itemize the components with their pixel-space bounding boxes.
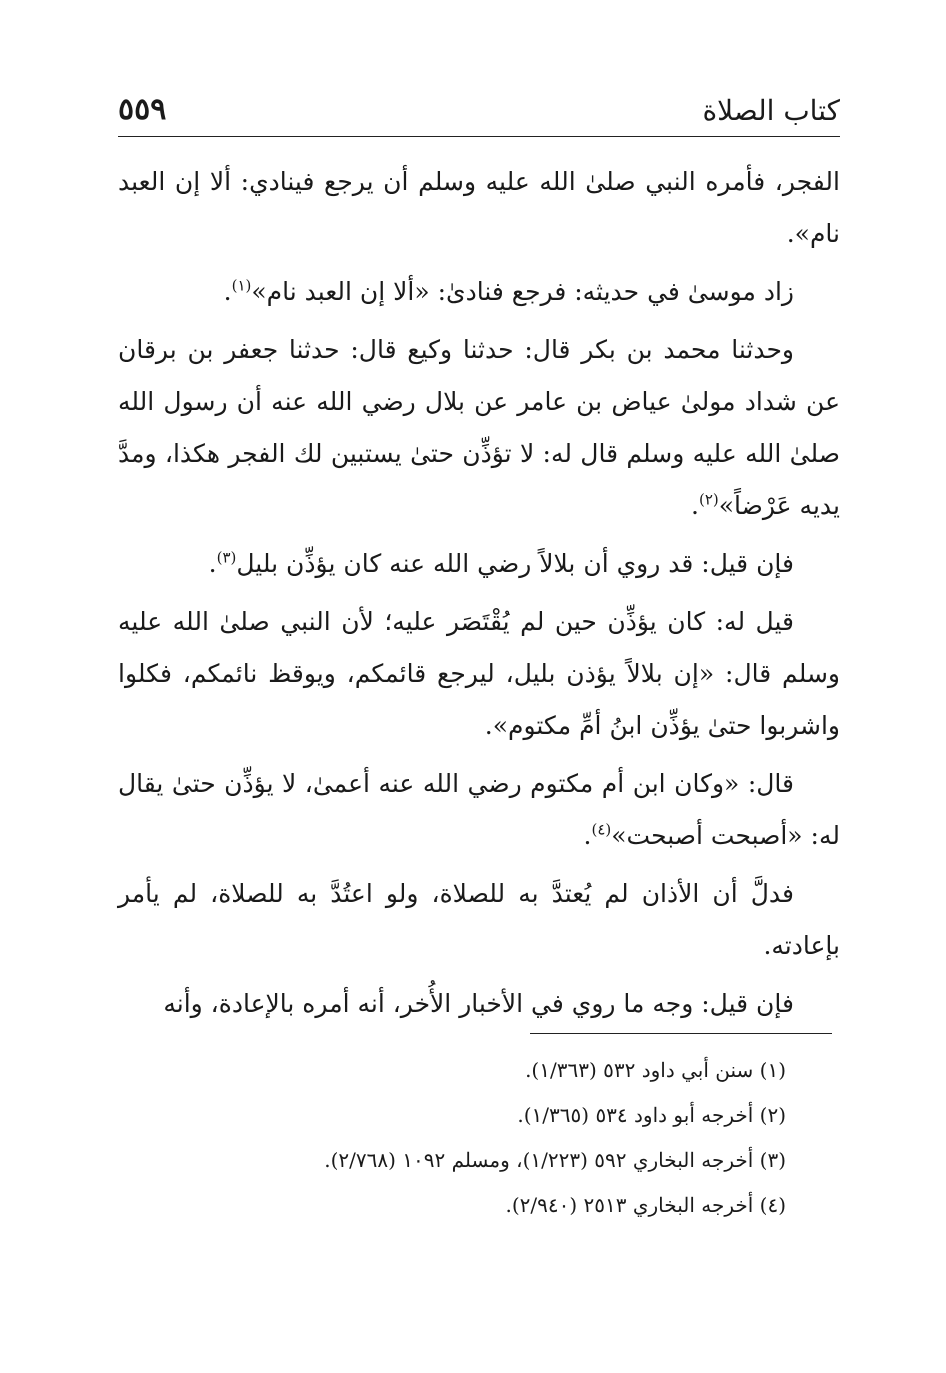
body-text — [118, 156, 840, 1036]
paragraph-text: زاد موسىٰ في حديثه: فرجع فنادىٰ: «ألا إن العبد نام» — [251, 277, 794, 306]
footnote-ref: (٣) — [216, 548, 237, 567]
paragraph-text: قال: «وكان ابن أم مكتوم رضي الله عنه أعمىٰ، لا يؤذِّن حتىٰ يقال له: «أصبحت أصبحت» — [118, 769, 840, 850]
paragraph-tail: . — [583, 821, 592, 850]
footnote-ref: (٤) — [591, 820, 612, 839]
paragraph-text: الفجر، فأمره النبي صلىٰ الله عليه وسلم أن يرجع فينادي: ألا إن العبد نام». — [118, 167, 840, 248]
footnote-3: (٣) أخرجه البخاري ٥٩٢ (١/٢٢٣)، ومسلم ١٠٩٢ (٢/٧٦٨). — [324, 1148, 786, 1172]
footnote-ref: (١) — [231, 276, 252, 295]
paragraph-1 — [118, 156, 840, 260]
paragraph-7 — [118, 868, 840, 972]
paragraph-6 — [118, 758, 840, 862]
paragraph-4 — [118, 538, 840, 590]
footnote-2: (٢) أخرجه أبو داود ٥٣٤ (١/٣٦٥). — [517, 1103, 786, 1127]
paragraph-tail: . — [208, 549, 217, 578]
footnote-ref: (٢) — [698, 490, 719, 509]
paragraph-3 — [118, 324, 840, 532]
paragraph-tail: . — [223, 277, 232, 306]
footnote-1: (١) سنن أبي داود ٥٣٢ (١/٣٦٣). — [525, 1058, 786, 1082]
footnote-4: (٤) أخرجه البخاري ٢٥١٣ (٢/٩٤٠). — [505, 1193, 786, 1217]
footnote-divider — [530, 1033, 832, 1034]
paragraph-tail: . — [691, 491, 699, 520]
paragraph-text: فإن قيل: وجه ما روي في الأخبار الأُخر، أنه أمره بالإعادة، وأنه — [163, 989, 794, 1018]
page-number: ٥٥٩ — [118, 92, 167, 127]
footnotes — [118, 1048, 786, 1228]
paragraph-text: فدلَّ أن الأذان لم يُعتدَّ به للصلاة، ولو اعتُدَّ به للصلاة، لم يأمر بإعادته. — [118, 879, 840, 960]
paragraph-5 — [118, 596, 840, 752]
running-title: كتاب الصلاة — [702, 94, 840, 127]
paragraph-text: قيل له: كان يؤذِّن حين لم يُقْتَصَر عليه؛ لأن النبي صلىٰ الله عليه وسلم قال: «إن بلالاً يؤذن بليل، ليرجع قائمكم، ويوقظ نائمكم، فكلوا واشربوا حتىٰ يؤذِّن ابنُ أمِّ مكتوم». — [118, 607, 840, 740]
paragraph-8 — [118, 978, 840, 1030]
paragraph-2 — [118, 266, 840, 318]
paragraph-text: وحدثنا محمد بن بكر قال: حدثنا وكيع قال: حدثنا جعفر بن برقان عن شداد مولىٰ عياض بن عامر عن بلال رضي الله عنه أن رسول الله صلىٰ الله عليه وسلم قال له: لا تؤذِّن حتىٰ يستبين لك الفجر هكذا، ومدَّ يديه عَرْضاً» — [118, 335, 840, 520]
paragraph-text: فإن قيل: قد روي أن بلالاً رضي الله عنه كان يؤذِّن بليل — [236, 549, 794, 578]
page-header — [118, 92, 840, 137]
